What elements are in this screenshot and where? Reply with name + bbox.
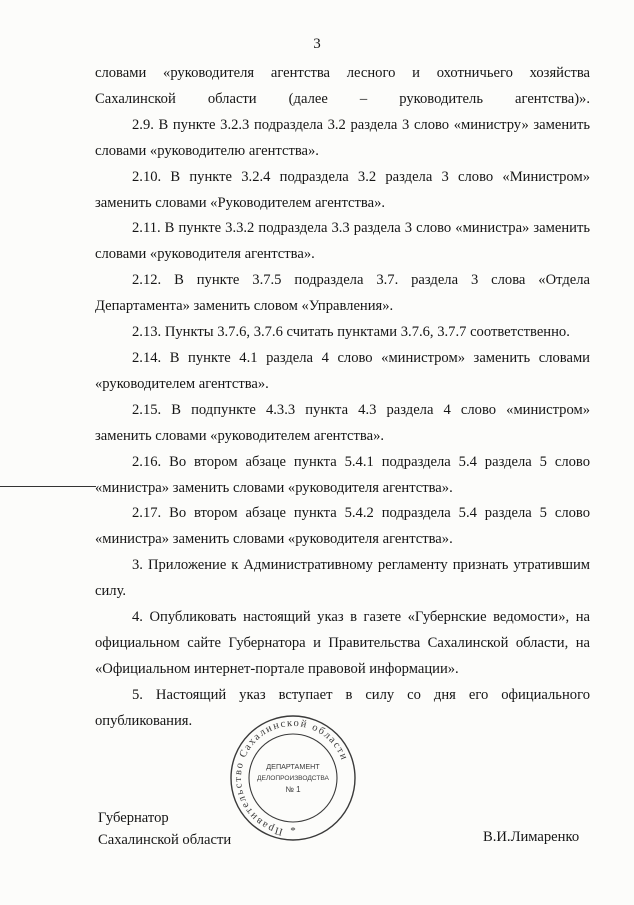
paragraph-2-12: 2.12. В пункте 3.7.5 подраздела 3.7. раздела 3 слова «Отдела Департамента» заменить словом «Управления». — [95, 272, 590, 315]
signatory-name: В.И.Лимаренко — [483, 829, 580, 845]
document-body — [95, 61, 590, 735]
paragraph-5: 5. Настоящий указ вступает в силу со дня его официального опубликования. — [95, 686, 590, 729]
paragraph-2-13: 2.13. Пункты 3.7.6, 3.7.6 считать пунктами 3.7.6, 3.7.7 соответственно. — [132, 324, 570, 341]
paragraph-2-14: 2.14. В пункте 4.1 раздела 4 слово «министром» заменить словами «руководителем агентства». — [95, 349, 590, 392]
paragraph-2-16: 2.16. Во втором абзаце пункта 5.4.1 подраздела 5.4 раздела 5 слово «министра» заменить словами «руководителя агентства». — [95, 453, 590, 496]
paragraph-2-9: 2.9. В пункте 3.2.3 подраздела 3.2 раздела 3 слово «министру» заменить словами «руководителю агентства». — [95, 116, 590, 159]
seal-star: * — [290, 825, 296, 837]
paragraph-2-17: 2.17. Во втором абзаце пункта 5.4.2 подраздела 5.4 раздела 5 слово «министра» заменить словами «руководителя агентства». — [95, 505, 590, 548]
seal-line-department: ДЕПАРТАМЕНТ — [266, 762, 320, 771]
seal-line-number: № 1 — [285, 785, 301, 794]
signatory-title-line2: Сахалинской области — [98, 832, 232, 848]
margin-rule — [0, 486, 96, 487]
official-seal-stamp — [228, 713, 358, 843]
seal-line-office: ДЕЛОПРОИЗВОДСТВА — [257, 775, 329, 782]
seal-ring-text: Правительство Сахалинской области — [232, 717, 350, 837]
paragraph-4: 4. Опубликовать настоящий указ в газете «Губернские ведомости», на официальном сайте Губернатора и Правительства Сахалинской области, на «Официальном интернет-портале правовой информации». — [95, 609, 590, 677]
signatory-title — [98, 807, 231, 851]
paragraph-2-15: 2.15. В подпункте 4.3.3 пункта 4.3 раздела 4 слово «министром» заменить словами «руководителем агентства». — [95, 401, 590, 444]
signatory-title-line1: Губернатор — [98, 810, 169, 826]
paragraph-2-10: 2.10. В пункте 3.2.4 подраздела 3.2 раздела 3 слово «Министром» заменить словами «Руководителем агентства». — [95, 168, 590, 211]
paragraph-2-11: 2.11. В пункте 3.3.2 подраздела 3.3 раздела 3 слово «министра» заменить словами «руководителя агентства». — [95, 220, 590, 263]
page-number: 3 — [313, 36, 321, 52]
paragraph-3: 3. Приложение к Административному регламенту признать утратившим силу. — [95, 557, 590, 600]
paragraph-continuation: словами «руководителя агентства лесного и охотничьего хозяйства Сахалинской области (далее – руководитель агентства)». — [95, 65, 590, 107]
